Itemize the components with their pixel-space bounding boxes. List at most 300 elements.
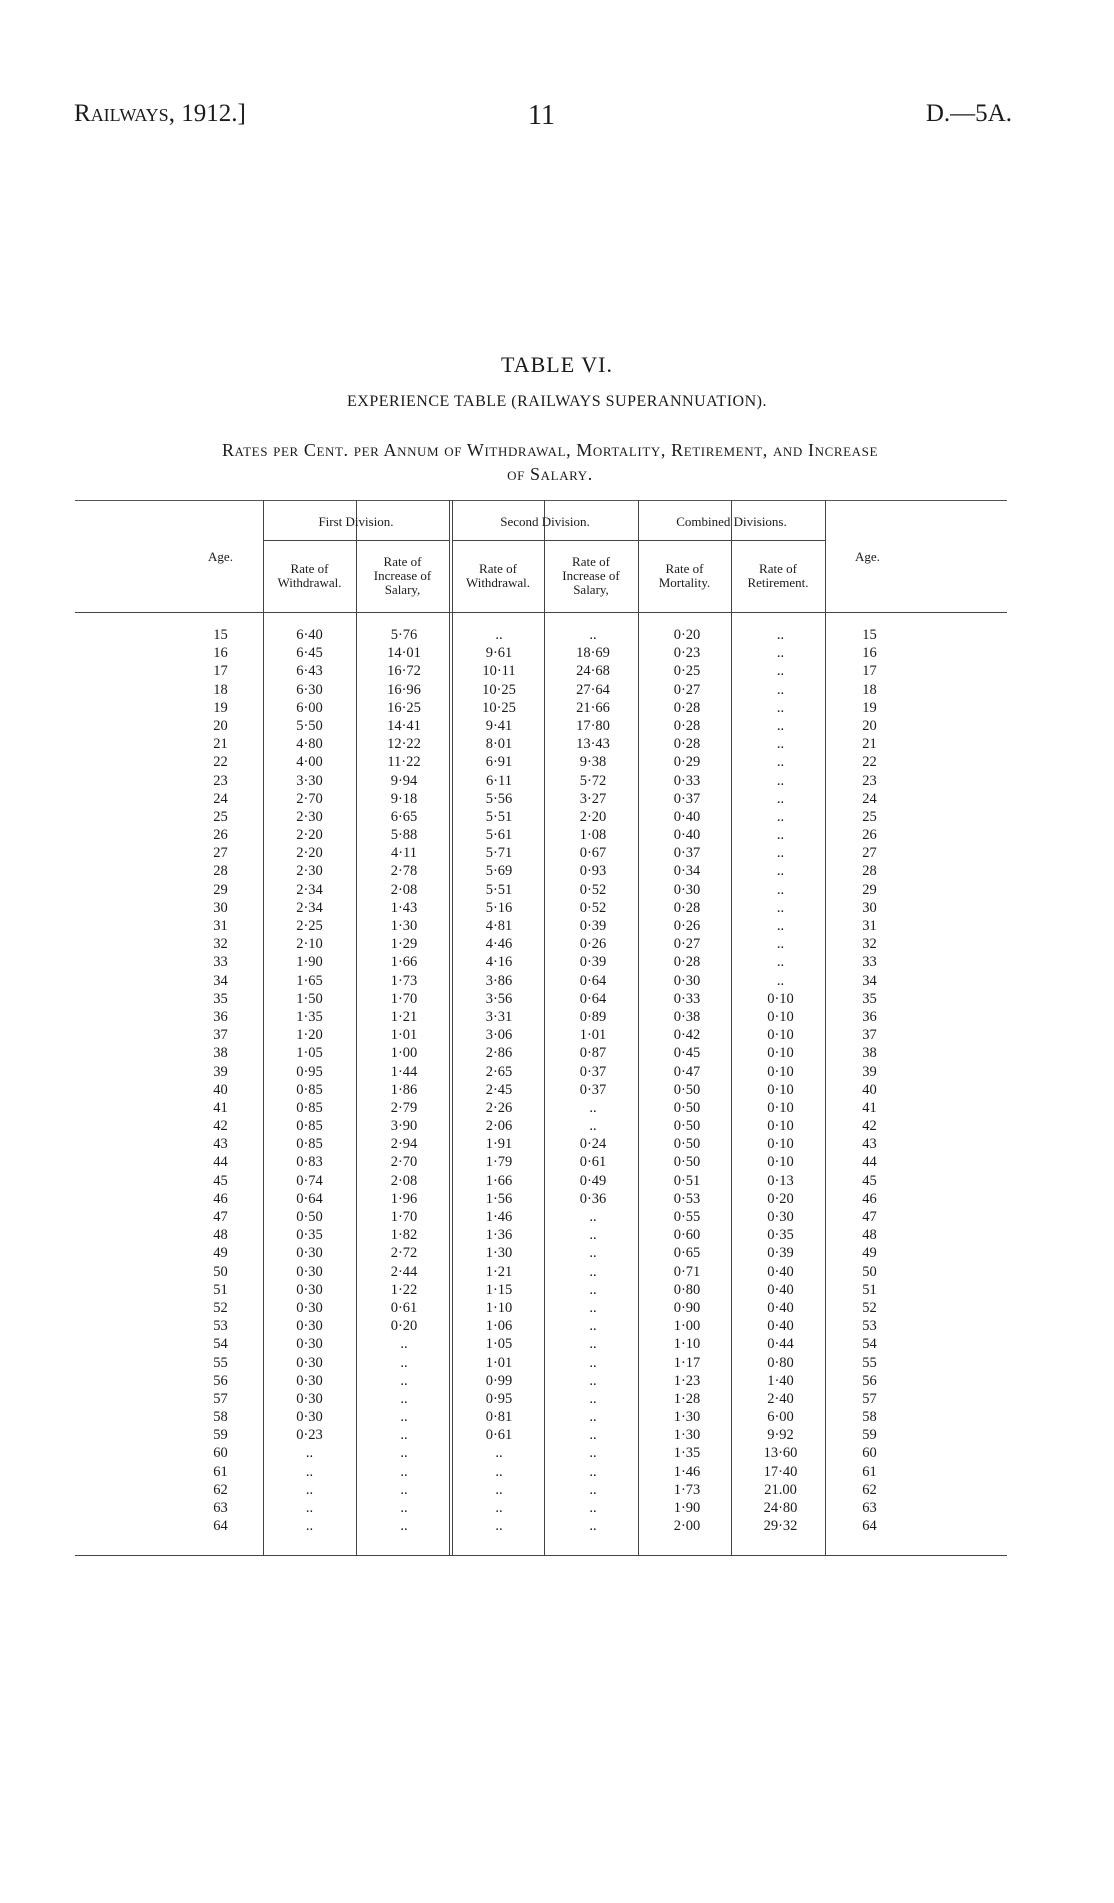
cell-withdrawal-first: 2·30 — [296, 863, 323, 880]
cell-age-right: 48 — [862, 1227, 877, 1244]
cell-age: 37 — [213, 1027, 228, 1044]
cell-increase-first: 3·90 — [390, 1118, 418, 1135]
cell-withdrawal-first: 5·50 — [296, 717, 323, 734]
cell-retirement: 0·10 — [767, 1118, 794, 1135]
cell-age-right: 60 — [862, 1445, 877, 1462]
cell-withdrawal-second: 3·31 — [485, 1008, 513, 1025]
cell-increase-first: 1·70 — [390, 990, 418, 1007]
cell-increase-second: 0·39 — [579, 918, 607, 934]
cell-withdrawal-first: 2·70 — [296, 790, 323, 807]
cell-mortality: 0·29 — [673, 754, 701, 771]
cell-age-right: 17 — [862, 663, 877, 680]
cell-withdrawal-second: .. — [495, 1463, 503, 1480]
cell-increase-first: 14·01 — [387, 645, 421, 662]
header-increase-second — [544, 555, 638, 597]
cell-increase-first: 11·22 — [387, 754, 421, 771]
cell-age: 56 — [213, 1372, 228, 1389]
cell-withdrawal-first: 2·34 — [296, 881, 323, 898]
cell-mortality: 2·00 — [673, 1518, 701, 1535]
cell-withdrawal-first: 0·30 — [296, 1390, 323, 1407]
cell-withdrawal-second: 1·21 — [485, 1263, 513, 1280]
cell-withdrawal-first: 3·30 — [296, 772, 323, 789]
cell-age-right: 22 — [862, 754, 877, 771]
table-top-rule — [75, 500, 1007, 501]
cell-mortality: 0·60 — [673, 1227, 701, 1244]
cell-age-right: 28 — [862, 863, 877, 880]
cell-increase-second: .. — [589, 1245, 597, 1262]
cell-withdrawal-first: 1·50 — [296, 990, 323, 1007]
cell-mortality: 0·71 — [673, 1263, 701, 1280]
cell-withdrawal-first: 0·50 — [296, 1209, 323, 1225]
cell-increase-first: .. — [400, 1372, 408, 1389]
cell-increase-first: 1·00 — [390, 1045, 418, 1062]
cell-increase-second: 1·01 — [579, 1027, 607, 1044]
cell-increase-first: 2·79 — [390, 1099, 418, 1116]
cell-age-right: 43 — [862, 1136, 877, 1153]
cell-withdrawal-first: 6·30 — [296, 681, 323, 698]
cell-increase-first: .. — [400, 1500, 408, 1516]
cell-increase-second: .. — [589, 1518, 597, 1535]
cell-age-right: 18 — [862, 681, 877, 698]
header-withdrawal-second — [452, 562, 544, 590]
cell-withdrawal-second: 2·26 — [485, 1099, 513, 1116]
cell-age-right: 59 — [862, 1427, 877, 1444]
header-increase-first — [356, 555, 449, 597]
cell-increase-second: .. — [589, 1336, 597, 1353]
cell-withdrawal-first: 0·30 — [296, 1318, 323, 1335]
cell-age-right: 26 — [862, 827, 877, 844]
cell-increase-first: 9·18 — [390, 790, 418, 807]
cell-age-right: 49 — [862, 1245, 877, 1262]
cell-retirement: .. — [776, 681, 785, 698]
cell-withdrawal-second: 1·30 — [485, 1245, 513, 1262]
cell-age: 44 — [213, 1154, 228, 1171]
cell-increase-first: 1·70 — [390, 1209, 418, 1225]
group-rule-second — [452, 540, 638, 541]
cell-age: 53 — [213, 1318, 228, 1335]
cell-withdrawal-first: .. — [305, 1481, 314, 1498]
cell-mortality: 0·33 — [673, 990, 701, 1007]
header-line: Increase of — [562, 568, 620, 583]
cell-increase-first: 2·94 — [390, 1136, 418, 1153]
cell-age-right: 63 — [862, 1500, 877, 1516]
cell-retirement: .. — [776, 881, 785, 898]
header-line: Rate of — [572, 554, 610, 569]
cell-mortality: 1·73 — [673, 1481, 701, 1498]
cell-withdrawal-second: 0·61 — [485, 1427, 513, 1444]
cell-retirement: 0·13 — [767, 1172, 794, 1189]
cell-age-right: 62 — [862, 1481, 877, 1498]
cell-withdrawal-second: 2·86 — [485, 1045, 513, 1062]
cell-increase-second: 0·89 — [579, 1008, 607, 1025]
header-age-right: Age. — [855, 549, 880, 564]
cell-withdrawal-first: 0·30 — [296, 1372, 323, 1389]
cell-age-right: 33 — [862, 954, 877, 971]
cell-withdrawal-first: 1·35 — [296, 1008, 323, 1025]
cell-age: 48 — [213, 1227, 228, 1244]
cell-mortality: 1·46 — [673, 1463, 701, 1480]
cell-age: 40 — [213, 1081, 228, 1098]
cell-retirement: .. — [776, 772, 785, 789]
cell-increase-first: 4·11 — [390, 845, 418, 862]
cell-increase-second: .. — [589, 1354, 597, 1371]
header-retirement — [731, 562, 825, 590]
cell-increase-first: 1·86 — [390, 1081, 418, 1098]
cell-retirement: 0·10 — [767, 1099, 794, 1116]
cell-increase-second: .. — [589, 1445, 597, 1462]
cell-retirement: 1·40 — [767, 1372, 794, 1389]
cell-mortality: 0·51 — [673, 1172, 701, 1189]
running-head-right — [926, 100, 1012, 128]
document-code-suffix: A. — [987, 100, 1012, 127]
cell-withdrawal-first: 0·83 — [296, 1154, 323, 1171]
table-caption-line-1: Rates per Cent. per Annum of Withdrawal, Mortality, Retirement, and Increase — [221, 440, 879, 460]
cell-increase-second: 0·24 — [579, 1136, 607, 1153]
cell-mortality: 0·25 — [673, 663, 701, 680]
cell-withdrawal-second: 5·51 — [485, 808, 513, 825]
cell-mortality: 0·65 — [673, 1245, 701, 1262]
cell-withdrawal-second: 5·51 — [485, 881, 513, 898]
cell-mortality: 1·90 — [673, 1500, 701, 1516]
cell-increase-first: .. — [400, 1409, 408, 1426]
cell-withdrawal-first: 0·30 — [296, 1409, 323, 1426]
cell-withdrawal-second: 3·86 — [485, 972, 513, 989]
cell-age-right: 24 — [862, 790, 877, 807]
cell-increase-first: 6·65 — [390, 808, 418, 825]
cell-withdrawal-second: 1·05 — [485, 1336, 513, 1353]
table-caption — [100, 438, 1000, 486]
cell-increase-second: .. — [589, 1118, 597, 1135]
header-line: Increase of — [373, 568, 432, 583]
cell-mortality: 0·50 — [673, 1154, 701, 1171]
cell-age-right: 30 — [862, 899, 877, 916]
cell-age: 63 — [213, 1500, 228, 1516]
cell-age: 47 — [213, 1209, 228, 1225]
cell-age: 22 — [213, 754, 228, 771]
cell-withdrawal-second: 1·56 — [485, 1190, 513, 1207]
header-line: Withdrawal. — [277, 575, 342, 590]
cell-withdrawal-second: .. — [495, 1518, 503, 1535]
cell-increase-second: 21·66 — [576, 699, 610, 716]
cell-retirement: 6·00 — [767, 1409, 794, 1426]
cell-age-right: 42 — [862, 1118, 877, 1135]
cell-withdrawal-first: 2·25 — [296, 918, 323, 934]
cell-increase-first: 9·94 — [390, 772, 418, 789]
cell-increase-first: .. — [400, 1481, 408, 1498]
cell-withdrawal-first: 6·40 — [296, 627, 323, 643]
cell-retirement: .. — [776, 717, 785, 734]
cell-withdrawal-first: 0·85 — [296, 1118, 323, 1135]
cell-age: 15 — [213, 627, 228, 643]
cell-retirement: 0·35 — [767, 1227, 794, 1244]
cell-retirement: .. — [776, 972, 785, 989]
cell-age-right: 25 — [862, 808, 877, 825]
cell-increase-second: 0·37 — [579, 1063, 607, 1080]
cell-increase-second: 0·36 — [579, 1190, 607, 1207]
header-line: Rate of — [479, 561, 517, 576]
cell-increase-first: 1·66 — [390, 954, 418, 971]
cell-age: 21 — [213, 736, 228, 753]
cell-withdrawal-second: 1·06 — [485, 1318, 513, 1335]
cell-mortality: 0·42 — [673, 1027, 701, 1044]
cell-age: 19 — [213, 699, 228, 716]
cell-age-right: 40 — [862, 1081, 877, 1098]
header-line: Rate of — [290, 561, 329, 576]
cell-withdrawal-second: .. — [495, 1481, 503, 1498]
cell-retirement: 0·10 — [767, 990, 794, 1007]
cell-age: 51 — [213, 1281, 228, 1298]
table-caption-line-2: of Salary. — [507, 464, 593, 484]
cell-age-right: 47 — [862, 1209, 877, 1225]
cell-increase-first: 16·96 — [387, 681, 421, 698]
document-code: D.—5 — [925, 100, 988, 127]
cell-mortality: 0·26 — [673, 918, 701, 934]
cell-retirement: 0·40 — [767, 1299, 794, 1316]
cell-retirement: 17·40 — [763, 1463, 798, 1480]
cell-age-right: 27 — [862, 845, 877, 862]
cell-mortality: 0·47 — [673, 1063, 701, 1080]
cell-retirement: .. — [776, 645, 785, 662]
header-line: Mortality. — [658, 575, 711, 590]
cell-withdrawal-second: 10·25 — [482, 699, 516, 716]
cell-age: 39 — [213, 1063, 228, 1080]
cell-withdrawal-first: .. — [305, 1463, 314, 1480]
cell-increase-first: 1·22 — [390, 1281, 418, 1298]
cell-increase-second: .. — [589, 1263, 597, 1280]
page-number: 11 — [528, 100, 555, 131]
cell-mortality: 0·55 — [673, 1209, 701, 1225]
cell-mortality: 0·45 — [673, 1045, 701, 1062]
cell-age: 30 — [213, 899, 228, 916]
cell-age-right: 20 — [862, 717, 877, 734]
cell-increase-second: .. — [589, 1372, 597, 1389]
cell-age-right: 35 — [862, 990, 877, 1007]
cell-mortality: 1·23 — [673, 1372, 701, 1389]
cell-age-right: 21 — [862, 736, 877, 753]
cell-retirement: 0·10 — [767, 1154, 794, 1171]
cell-retirement: .. — [776, 899, 785, 916]
cell-mortality: 1·17 — [673, 1354, 701, 1371]
cell-mortality: 0·28 — [673, 899, 701, 916]
cell-withdrawal-second: 9·61 — [485, 645, 513, 662]
cell-age: 38 — [213, 1045, 228, 1062]
cell-withdrawal-first: 0·85 — [296, 1081, 323, 1098]
cell-mortality: 0·27 — [673, 936, 701, 953]
cell-mortality: 0·20 — [673, 627, 701, 643]
cell-mortality: 0·40 — [673, 827, 701, 844]
cell-withdrawal-first: 0·64 — [296, 1190, 323, 1207]
cell-age: 17 — [213, 663, 228, 680]
cell-increase-second: .. — [589, 1481, 597, 1498]
group-rule-first — [263, 540, 450, 541]
cell-increase-second: 0·52 — [579, 881, 607, 898]
cell-increase-second: .. — [589, 1099, 597, 1116]
cell-withdrawal-first: 4·00 — [296, 754, 323, 771]
cell-increase-second: .. — [589, 1281, 597, 1298]
cell-increase-second: .. — [589, 1227, 597, 1244]
cell-age-right: 52 — [862, 1299, 877, 1316]
table-title: TABLE VI. — [501, 352, 613, 377]
cell-mortality: 1·30 — [673, 1409, 701, 1426]
cell-age: 18 — [213, 681, 228, 698]
cell-age: 46 — [213, 1190, 228, 1207]
header-line: Salary, — [573, 582, 609, 597]
cell-retirement: .. — [776, 627, 785, 643]
cell-increase-second: 9·38 — [579, 754, 607, 771]
cell-increase-second: .. — [589, 1500, 597, 1516]
cell-mortality: 0·53 — [673, 1190, 701, 1207]
cell-age: 45 — [213, 1172, 228, 1189]
cell-age-right: 61 — [862, 1463, 877, 1480]
cell-withdrawal-second: .. — [495, 627, 503, 643]
cell-retirement: 13·60 — [763, 1445, 798, 1462]
cell-increase-first: 1·82 — [390, 1227, 418, 1244]
cell-mortality: 0·28 — [673, 736, 701, 753]
cell-withdrawal-second: 1·15 — [485, 1281, 513, 1298]
cell-increase-first: 2·78 — [390, 863, 418, 880]
cell-withdrawal-second: 5·71 — [485, 845, 513, 862]
cell-retirement: .. — [776, 954, 785, 971]
header-line: Rate of — [665, 561, 704, 576]
cell-increase-first: .. — [400, 1390, 408, 1407]
cell-withdrawal-first: 0·23 — [296, 1427, 323, 1444]
cell-age-right: 31 — [862, 918, 877, 934]
cell-age: 52 — [213, 1299, 228, 1316]
cell-age: 50 — [213, 1263, 228, 1280]
cell-withdrawal-second: 4·46 — [485, 936, 513, 953]
cell-increase-second: .. — [589, 1390, 597, 1407]
cell-withdrawal-second: 10·25 — [482, 681, 516, 698]
header-mortality — [638, 562, 731, 590]
cell-mortality: 1·00 — [673, 1318, 701, 1335]
cell-withdrawal-first: 0·30 — [296, 1263, 323, 1280]
cell-mortality: 0·40 — [673, 808, 701, 825]
cell-age: 60 — [213, 1445, 228, 1462]
cell-increase-first: 1·01 — [390, 1027, 418, 1044]
cell-withdrawal-first: 1·65 — [296, 972, 323, 989]
cell-withdrawal-second: 5·69 — [485, 863, 513, 880]
cell-retirement: 9·92 — [767, 1427, 794, 1444]
cell-increase-first: 2·72 — [390, 1245, 418, 1262]
cell-withdrawal-first: 2·34 — [296, 899, 323, 916]
cell-age: 24 — [213, 790, 228, 807]
cell-mortality: 1·28 — [673, 1390, 701, 1407]
cell-age: 33 — [213, 954, 228, 971]
cell-withdrawal-first: 0·35 — [296, 1227, 323, 1244]
group-combined-divisions: Combined Divisions. — [676, 514, 787, 529]
cell-mortality: 0·38 — [673, 1008, 701, 1025]
cell-withdrawal-first: 0·30 — [296, 1281, 323, 1298]
cell-mortality: 0·37 — [673, 790, 701, 807]
cell-withdrawal-first: .. — [305, 1518, 314, 1535]
cell-age-right: 64 — [862, 1518, 877, 1535]
cell-mortality: 0·50 — [673, 1136, 701, 1153]
cell-increase-second: 13·43 — [576, 736, 610, 753]
cell-withdrawal-second: 5·61 — [485, 827, 513, 844]
cell-age: 49 — [213, 1245, 228, 1262]
cell-mortality: 0·28 — [673, 954, 701, 971]
cell-increase-first: 2·44 — [390, 1263, 418, 1280]
cell-increase-second: .. — [589, 1427, 597, 1444]
cell-increase-second: 0·87 — [579, 1045, 607, 1062]
cell-mortality: 1·35 — [673, 1445, 701, 1462]
cell-retirement: 0·10 — [767, 1063, 794, 1080]
header-line: Rate of — [383, 554, 422, 569]
cell-age-right: 53 — [862, 1318, 877, 1335]
cell-withdrawal-first: 2·10 — [296, 936, 323, 953]
cell-retirement: 0·44 — [767, 1336, 794, 1353]
cell-increase-second: 0·67 — [579, 845, 607, 862]
cell-age-right: 44 — [862, 1154, 877, 1171]
cell-withdrawal-first: 0·85 — [296, 1099, 323, 1116]
cell-withdrawal-second: 9·41 — [485, 717, 513, 734]
cell-increase-first: .. — [400, 1354, 408, 1371]
cell-withdrawal-second: 4·16 — [485, 954, 513, 971]
cell-age-right: 16 — [862, 645, 877, 662]
cell-increase-first: 1·44 — [390, 1063, 418, 1080]
cell-age: 59 — [213, 1427, 228, 1444]
cell-age: 42 — [213, 1118, 228, 1135]
cell-age: 26 — [213, 827, 228, 844]
cell-retirement: 0·10 — [767, 1136, 794, 1153]
cell-age-right: 50 — [862, 1263, 877, 1280]
cell-age-right: 32 — [862, 936, 877, 953]
cell-withdrawal-first: 0·30 — [296, 1354, 323, 1371]
cell-mortality: 0·50 — [673, 1118, 701, 1135]
cell-increase-second: 2·20 — [579, 808, 607, 825]
cell-withdrawal-first: 6·00 — [296, 699, 323, 716]
cell-age-right: 39 — [862, 1063, 877, 1080]
cell-increase-first: 1·29 — [390, 936, 418, 953]
cell-withdrawal-first: .. — [305, 1500, 314, 1516]
cell-retirement: 24·80 — [763, 1500, 798, 1516]
cell-age: 29 — [213, 881, 228, 898]
cell-retirement: 21.00 — [764, 1481, 797, 1498]
cell-increase-first: .. — [400, 1463, 408, 1480]
cell-withdrawal-second: .. — [495, 1500, 503, 1516]
cell-retirement: 0·39 — [767, 1245, 794, 1262]
cell-mortality: 0·28 — [673, 717, 701, 734]
cell-retirement: .. — [776, 754, 785, 771]
cell-age-right: 57 — [862, 1390, 877, 1407]
cell-withdrawal-second: 1·10 — [485, 1299, 513, 1316]
cell-increase-second: 0·93 — [579, 863, 607, 880]
cell-increase-second: 5·72 — [579, 772, 607, 789]
cell-increase-first: .. — [400, 1427, 408, 1444]
cell-age: 55 — [213, 1354, 228, 1371]
cell-age-right: 45 — [862, 1172, 877, 1189]
cell-increase-first: 2·08 — [390, 881, 418, 898]
cell-retirement: .. — [776, 736, 785, 753]
cell-withdrawal-first: 2·20 — [296, 827, 323, 844]
cell-withdrawal-first: 2·30 — [296, 808, 323, 825]
cell-age-right: 38 — [862, 1045, 877, 1062]
cell-increase-second: 0·61 — [579, 1154, 607, 1171]
cell-increase-second: 0·26 — [579, 936, 607, 953]
cell-increase-first: 16·25 — [387, 699, 421, 716]
cell-withdrawal-first: 0·95 — [296, 1063, 323, 1080]
cell-age: 20 — [213, 717, 228, 734]
cell-mortality: 0·37 — [673, 845, 701, 862]
header-line: Withdrawal. — [465, 575, 531, 590]
cell-retirement: 0·20 — [767, 1190, 794, 1207]
cell-withdrawal-first: 0·30 — [296, 1336, 323, 1353]
cell-mortality: 0·90 — [673, 1299, 701, 1316]
cell-increase-first: 1·21 — [390, 1008, 418, 1025]
cell-age-right: 46 — [862, 1190, 877, 1207]
cell-age-right: 34 — [862, 972, 877, 989]
cell-mortality: 0·50 — [673, 1081, 701, 1098]
